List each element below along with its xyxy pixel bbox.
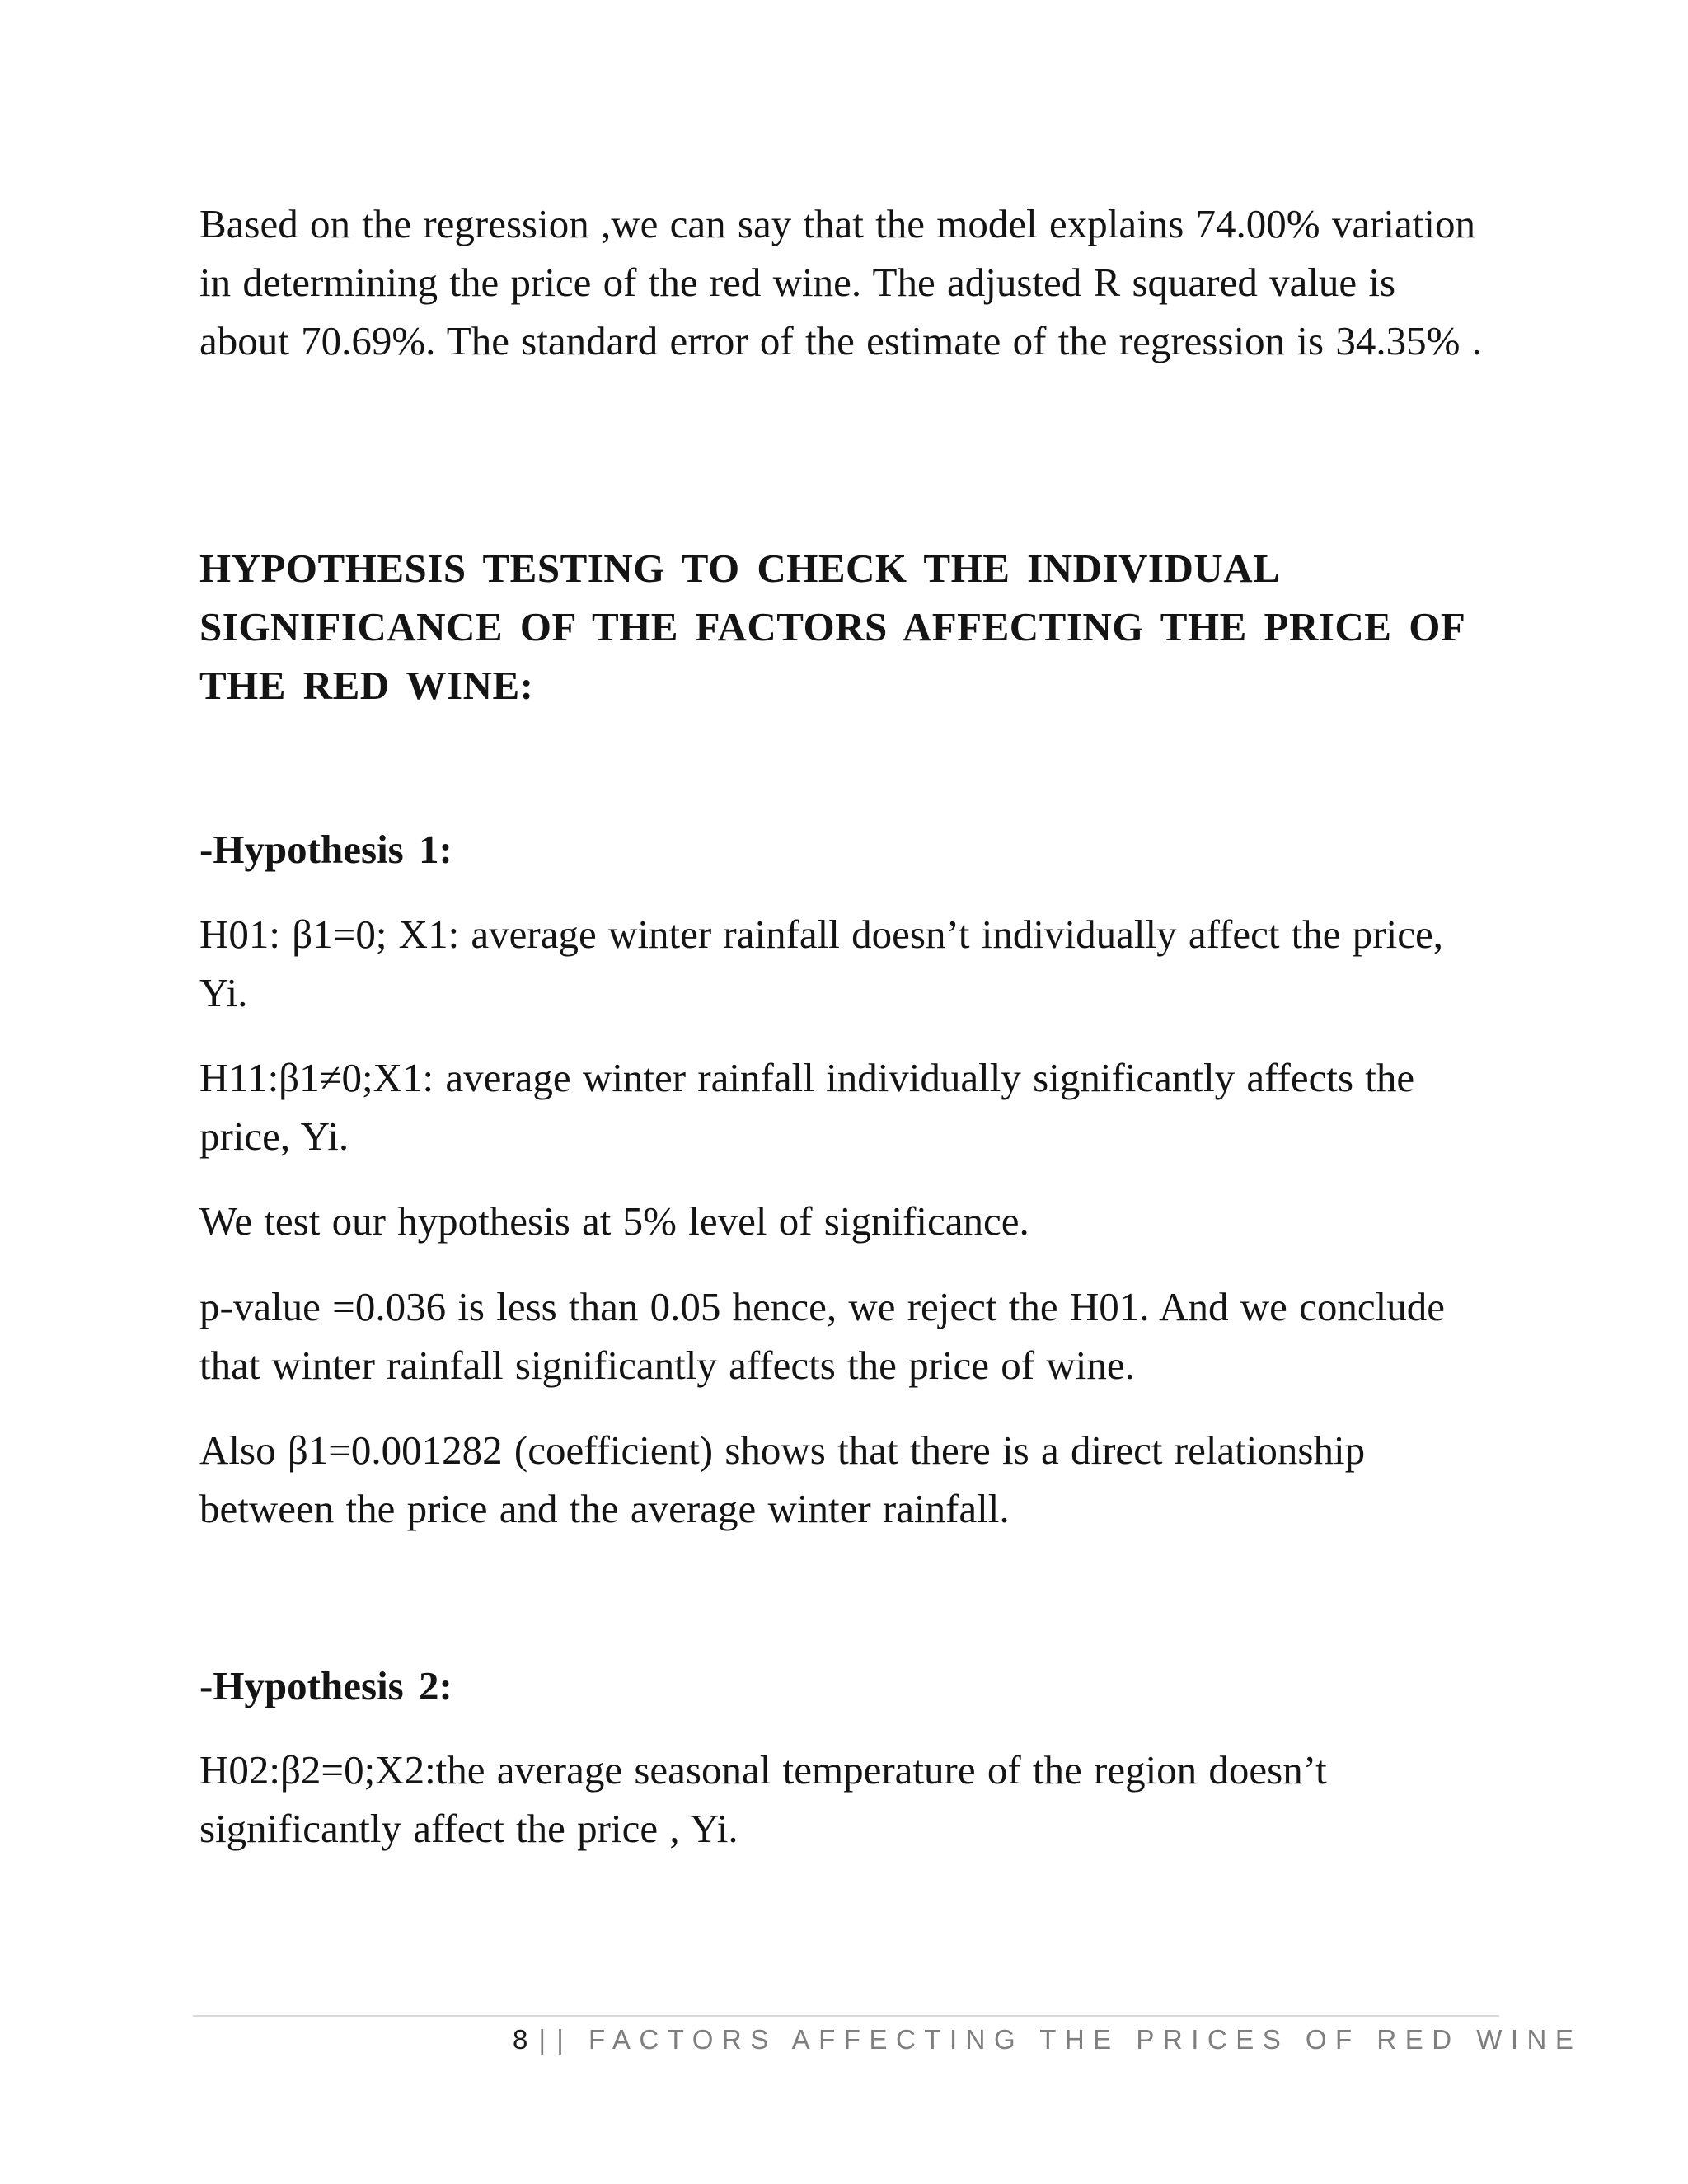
null-hypothesis-2: H02:β2=0;X2:the average seasonal temperature of the region doesn’t significantly affect the price , Yi. [199, 1747, 1327, 1851]
footer-separator: | [538, 2024, 546, 2055]
hypothesis-2-heading: -Hypothesis 2: [199, 1663, 452, 1708]
regression-summary-paragraph: Based on the regression ,we can say that the model explains 74.00% variation in determining the price of the red wine. The adjusted R squared value is about 70.69%. The standard error of the estimate of the regression is 34.35% . [199, 201, 1482, 363]
page-footer [513, 2020, 1582, 2060]
document-title: | FACTORS AFFECTING THE PRICES OF RED WINE [556, 2024, 1582, 2055]
page-number: 8 [513, 2024, 528, 2055]
alt-hypothesis-1: H11:β1≠0;X1: average winter rainfall individually significantly affects the price, Yi. [199, 1055, 1415, 1159]
null-hypothesis-1: H01: β1=0; X1: average winter rainfall doesn’t individually affect the price, Yi. [199, 912, 1443, 1015]
significance-level-text: We test our hypothesis at 5% level of significance. [199, 1198, 1029, 1244]
hypothesis-1-heading: -Hypothesis 1: [199, 827, 452, 872]
p-value-conclusion: p-value =0.036 is less than 0.05 hence, we reject the H01. And we conclude that winter rainfall significantly affects the price of wine. [199, 1284, 1445, 1388]
section-heading: HYPOTHESIS TESTING TO CHECK THE INDIVIDUAL SIGNIFICANCE OF THE FACTORS AFFECTING THE PRICE OF THE RED WINE: [199, 546, 1465, 708]
coefficient-interpretation: Also β1=0.001282 (coefficient) shows that there is a direct relationship between the price and the average winter rainfall. [199, 1427, 1366, 1531]
footer-divider [193, 2015, 1499, 2017]
